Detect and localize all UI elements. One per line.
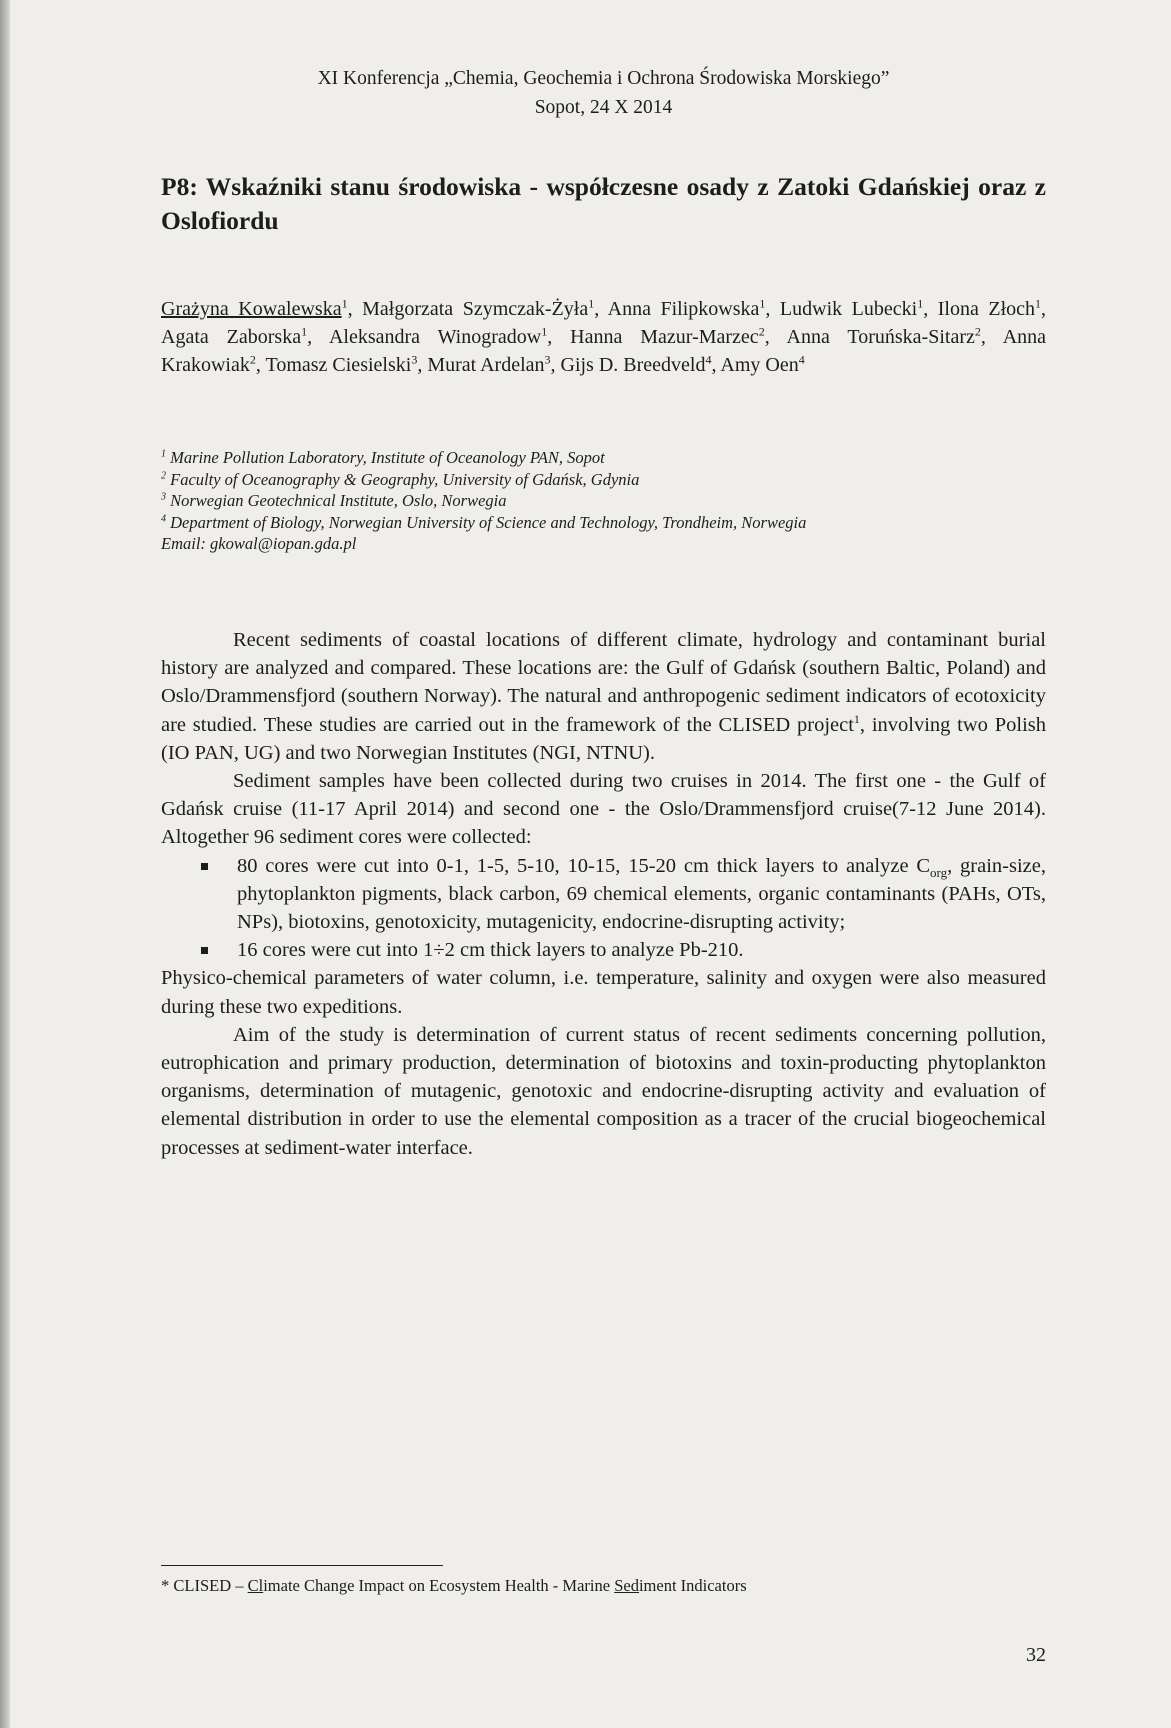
author-name: Agata Zaborska <box>161 326 302 348</box>
author-affiliation-mark: 2 <box>974 324 981 339</box>
author-list <box>161 295 1046 379</box>
paragraph-aim: Aim of the study is determination of current status of recent sediments concerning pollution, eutrophication and primary production, determination of biotoxins and toxin-producting phytoplankton organisms, determination of mutagenic, genotoxic and endocrine-disrupting activity and evaluation of elemental distribution in order to use the elemental composition as a tracer of the crucial biogeochemical processes at sediment-water interface. <box>161 1023 1046 1159</box>
author-affiliation-mark: 2 <box>249 352 256 367</box>
footnote-acronym-part: Cl <box>247 1576 264 1595</box>
affiliation-number: 4 <box>161 513 166 524</box>
author-name: Anna Filipkowska <box>607 298 760 320</box>
conference-header <box>161 64 1046 122</box>
author-affiliation-mark: 4 <box>798 352 805 367</box>
author-separator: , <box>550 354 561 376</box>
footnote-text: iment Indicators <box>638 1576 747 1595</box>
affiliation-number: 2 <box>161 470 166 481</box>
abstract-body <box>161 626 1046 1162</box>
author-separator: , <box>307 326 329 348</box>
paper-title: P8: Wskaźniki stanu środowiska - współczesne osady z Zatoki Gdańskiej oraz z Oslofiordu <box>161 172 1046 235</box>
author-affiliation-mark: 1 <box>917 296 924 311</box>
author-affiliation-mark: 1 <box>1035 296 1042 311</box>
square-bullet-icon <box>201 863 208 870</box>
affiliation-number: 1 <box>161 448 166 460</box>
affiliation-item <box>161 469 1046 491</box>
affiliation-item <box>161 512 1046 534</box>
author-name: Anna Krakowiak <box>161 326 1047 376</box>
affiliation-item <box>161 490 1046 512</box>
scan-page-edge <box>0 0 10 1728</box>
footnote-text: * CLISED – <box>161 1576 248 1595</box>
author-affiliation-mark: 1 <box>759 296 766 311</box>
subscript-org: org <box>930 864 948 880</box>
author-separator: , <box>417 354 428 376</box>
author-affiliation-mark: 1 <box>301 324 308 339</box>
author-name: Murat Ardelan <box>427 354 545 376</box>
author-name: Aleksandra Winogradow <box>328 326 542 348</box>
author-affiliation-mark: 1 <box>588 296 595 311</box>
affiliation-text: Norwegian Geotechnical Institute, Oslo, Norwegia <box>170 491 507 510</box>
affiliation-text: Marine Pollution Laboratory, Institute of Oceanology PAN, Sopot <box>170 448 605 467</box>
list-item <box>161 852 1046 937</box>
author-separator: , <box>255 354 266 376</box>
author-separator: , <box>764 326 787 348</box>
conference-name: XI Konferencja „Chemia, Geochemia i Ochrona Środowiska Morskiego” <box>317 68 890 89</box>
author-separator: , <box>711 354 721 376</box>
author-separator: , <box>1041 298 1047 320</box>
page-number: 32 <box>1026 1644 1046 1666</box>
author-separator: , <box>980 326 1003 348</box>
paragraph-sampling: Sediment samples have been collected during two cruises in 2014. The first one - the Gulf of Gdańsk cruise (11-17 April 2014) and second one - the Oslo/Drammensfjord cruise(7-12 June 2014). Altogether 96 sediment cores were collected: <box>161 770 1046 849</box>
paragraph-text: , involving two Polish (IO PAN, UG) and two Norwegian Institutes (NGI, NTNU). <box>161 713 1046 764</box>
footnote-divider <box>161 1565 443 1566</box>
footnote-text: imate Change Impact on Ecosystem Health - Marine <box>263 1576 615 1595</box>
author-affiliation-mark: 2 <box>758 324 765 339</box>
footnote-reference: 1 <box>853 711 860 726</box>
author-affiliation-mark: 4 <box>705 352 712 367</box>
contact-email: Email: gkowal@iopan.gda.pl <box>161 534 357 553</box>
list-item <box>161 936 1046 964</box>
author-separator: , <box>594 298 608 320</box>
author-name: Ludwik Lubecki <box>779 298 918 320</box>
list-item-text: 16 cores were cut into 1÷2 cm thick layers to analyze Pb-210. <box>237 939 744 962</box>
conference-date: Sopot, 24 X 2014 <box>534 97 673 118</box>
author-name: Amy Oen <box>720 354 799 376</box>
author-separator: , <box>923 298 938 320</box>
affiliation-text: Department of Biology, Norwegian University of Science and Technology, Trondheim, Norwegia <box>170 512 807 532</box>
author-affiliation-mark: 3 <box>544 352 551 367</box>
author-name: Anna Toruńska-Sitarz <box>786 326 975 348</box>
footnote <box>161 1575 1046 1597</box>
paragraph-text: Recent sediments of coastal locations of different climate, hydrology and contaminant burial history are analyzed and compared. These locations are: the Gulf of Gdańsk (southern Baltic, Poland) and Oslo/Drammensfjord (southern Norway). The natural and anthropogenic sediment indicators of ecotoxicity are studied. These studies are carried out in the framework of the CLISED project <box>161 629 1046 736</box>
author-affiliation-mark: 1 <box>341 296 348 311</box>
author-name: Małgorzata Szymczak-Żyła <box>362 298 589 320</box>
author-name: Gijs D. Breedveld <box>560 354 706 376</box>
affiliation-item <box>161 447 1046 469</box>
author-name: Hanna Mazur-Marzec <box>570 326 759 348</box>
paragraph-parameters: Physico-chemical parameters of water column, i.e. temperature, salinity and oxygen were also measured during these two expeditions. <box>161 967 1046 1018</box>
author-separator: , <box>347 298 363 320</box>
affiliation-number: 3 <box>161 491 166 503</box>
square-bullet-icon <box>201 947 208 954</box>
author-affiliation-mark: 1 <box>541 324 548 339</box>
list-item-text: 80 cores were cut into 0-1, 1-5, 5-10, 10-15, 15-20 cm thick layers to analyze C <box>237 854 931 877</box>
list-item-text: , grain-size, phytoplankton pigments, black carbon, 69 chemical elements, organic contaminants (PAHs, OTs, NPs), biotoxins, genotoxicity, mutagenicity, endocrine-disrupting activity; <box>237 854 1047 934</box>
author-name: Tomasz Ciesielski <box>265 354 412 376</box>
affiliation-list <box>161 447 1046 555</box>
author-affiliation-mark: 3 <box>411 352 418 367</box>
author-name: Grażyna Kowalewska <box>161 298 342 320</box>
affiliation-text: Faculty of Oceanography & Geography, University of Gdańsk, Gdynia <box>170 469 640 489</box>
author-name: Ilona Złoch <box>937 298 1036 320</box>
author-separator: , <box>547 326 571 348</box>
author-separator: , <box>765 298 780 320</box>
core-list <box>161 852 1046 965</box>
paper-page <box>161 0 1046 1728</box>
footnote-acronym-part: Sed <box>614 1576 639 1595</box>
paragraph-intro <box>161 626 1046 767</box>
